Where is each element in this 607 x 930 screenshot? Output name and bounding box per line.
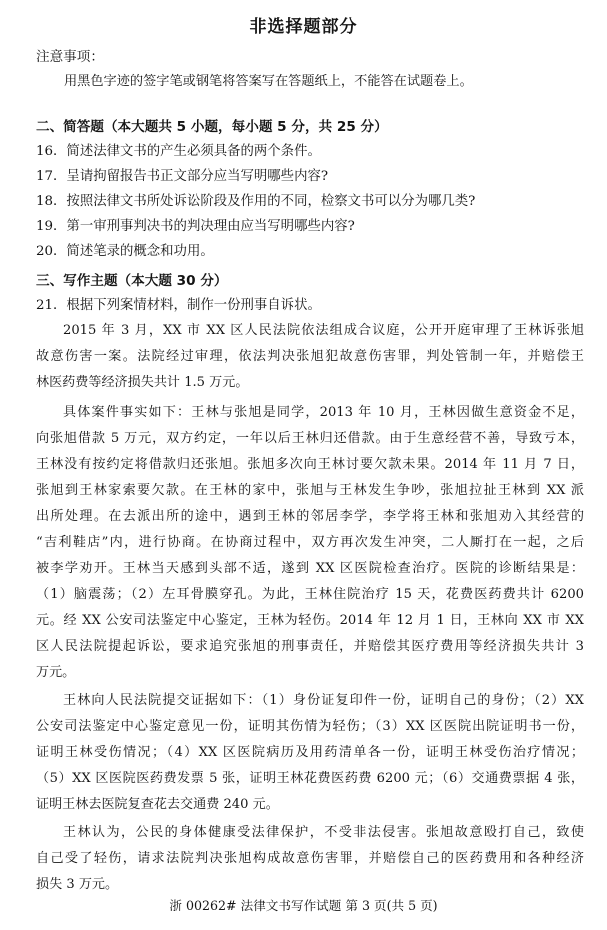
case-paragraph-line: 区人民法院提起诉讼，要求追究张旭的刑事责任，并赔偿其医疗费用等经济损失共计 3	[36, 639, 584, 654]
case-paragraph-line: 向张旭借款 5 万元，双方约定，一年以后王林归还借款。由于生意经营不善，导致亏本，	[36, 431, 584, 446]
question-21: 21．根据下列案情材料，制作一份刑事自诉状。	[36, 298, 321, 313]
question-18: 18．按照法律文书所处诉讼阶段及作用的不同，检察文书可以分为哪几类?	[36, 194, 476, 209]
question-16: 16．简述法律文书的产生必须具备的两个条件。	[36, 144, 321, 159]
evidence-paragraph-line: 王林向人民法院提交证据如下：（1）身份证复印件一份，证明自己的身份；（2）XX	[63, 693, 584, 708]
case-paragraph-line: 林医药费等经济损失共计 1.5 万元。	[36, 375, 249, 390]
case-paragraph-line: 王林没有按约定将借款归还张旭。张旭多次向王林讨要欠款未果。2014 年 11 月 7 日，	[36, 457, 584, 472]
case-paragraph-line: 被李学劝开。王林当天感到头部不适，遂到 XX 区医院检查治疗。医院的诊断结果是：	[36, 561, 584, 576]
evidence-paragraph-line: 公安司法鉴定中心鉴定意见一份，证明其伤情为轻伤；（3）XX 区医院出院证明书一份，	[36, 719, 584, 734]
case-paragraph-line: 具体案件事实如下：王林与张旭是同学，2013 年 10 月，王林因做生意资金不足，	[63, 405, 584, 420]
case-paragraph-line: 出所处理。在去派出所的途中，遇到王林的邻居李学，李学将王林和张旭劝入其经营的	[36, 509, 584, 524]
claim-paragraph-line: 自己受了轻伤，请求法院判决张旭构成故意伤害罪，并赔偿自己的医药费用和各种经济	[36, 851, 584, 866]
case-paragraph-line: （1）脑震荡；（2）左耳骨膜穿孔。为此，王林住院治疗 15 天，花费医药费共计 6200	[36, 587, 584, 602]
evidence-paragraph-line: （5）XX 区医院医药费发票 5 张，证明王林花费医药费 6200 元；（6）交通费票据 4 张，	[36, 771, 584, 786]
notice-heading: 注意事项：	[36, 49, 104, 65]
section2-heading: 二、简答题（本大题共 5 小题，每小题 5 分，共 25 分）	[36, 119, 388, 135]
case-paragraph-line: “吉利鞋店”内，进行协商。在协商过程中，双方再次发生冲突，二人厮打在一起，之后	[36, 535, 584, 550]
evidence-paragraph-line: 证明王林受伤情况；（4）XX 区医院病历及用药清单各一份，证明王林受伤治疗情况；	[36, 745, 584, 760]
page-footer: 浙 00262# 法律文书写作试题 第 3 页(共 5 页)	[169, 898, 438, 913]
case-paragraph-line: 故意伤害一案。法院经过审理，依法判决张旭犯故意伤害罪，判处管制一年，并赔偿王	[36, 349, 584, 364]
question-19: 19．第一审刑事判决书的判决理由应当写明哪些内容?	[36, 219, 355, 234]
evidence-paragraph-line: 证明王林去医院复查花去交通费 240 元。	[36, 797, 279, 812]
case-paragraph-line: 2015 年 3 月，XX 市 XX 区人民法院依法组成合议庭，公开开庭审理了王林诉张旭	[63, 323, 584, 338]
page-title: 非选择题部分	[249, 17, 358, 37]
question-20: 20．简述笔录的概念和功用。	[36, 244, 214, 259]
section3-heading: 三、写作主题（本大题 30 分）	[36, 273, 228, 289]
case-paragraph-line: 万元。	[36, 665, 76, 680]
claim-paragraph-line: 王林认为，公民的身体健康受法律保护，不受非法侵害。张旭故意殴打自己，致使	[63, 825, 584, 840]
claim-paragraph-line: 损失 3 万元。	[36, 877, 119, 892]
case-paragraph-line: 张旭到王林家索要欠款。在王林的家中，张旭与王林发生争吵，张旭拉扯王林到 XX 派	[36, 483, 584, 498]
case-paragraph-line: 元。经 XX 公安司法鉴定中心鉴定，王林为轻伤。2014 年 12 月 1 日，王林向 XX 市 XX	[36, 613, 584, 628]
notice-text: 用黑色字迹的签字笔或钢笔将答案写在答题纸上，不能答在试题卷上。	[64, 74, 473, 89]
question-17: 17．呈请拘留报告书正文部分应当写明哪些内容?	[36, 169, 329, 184]
